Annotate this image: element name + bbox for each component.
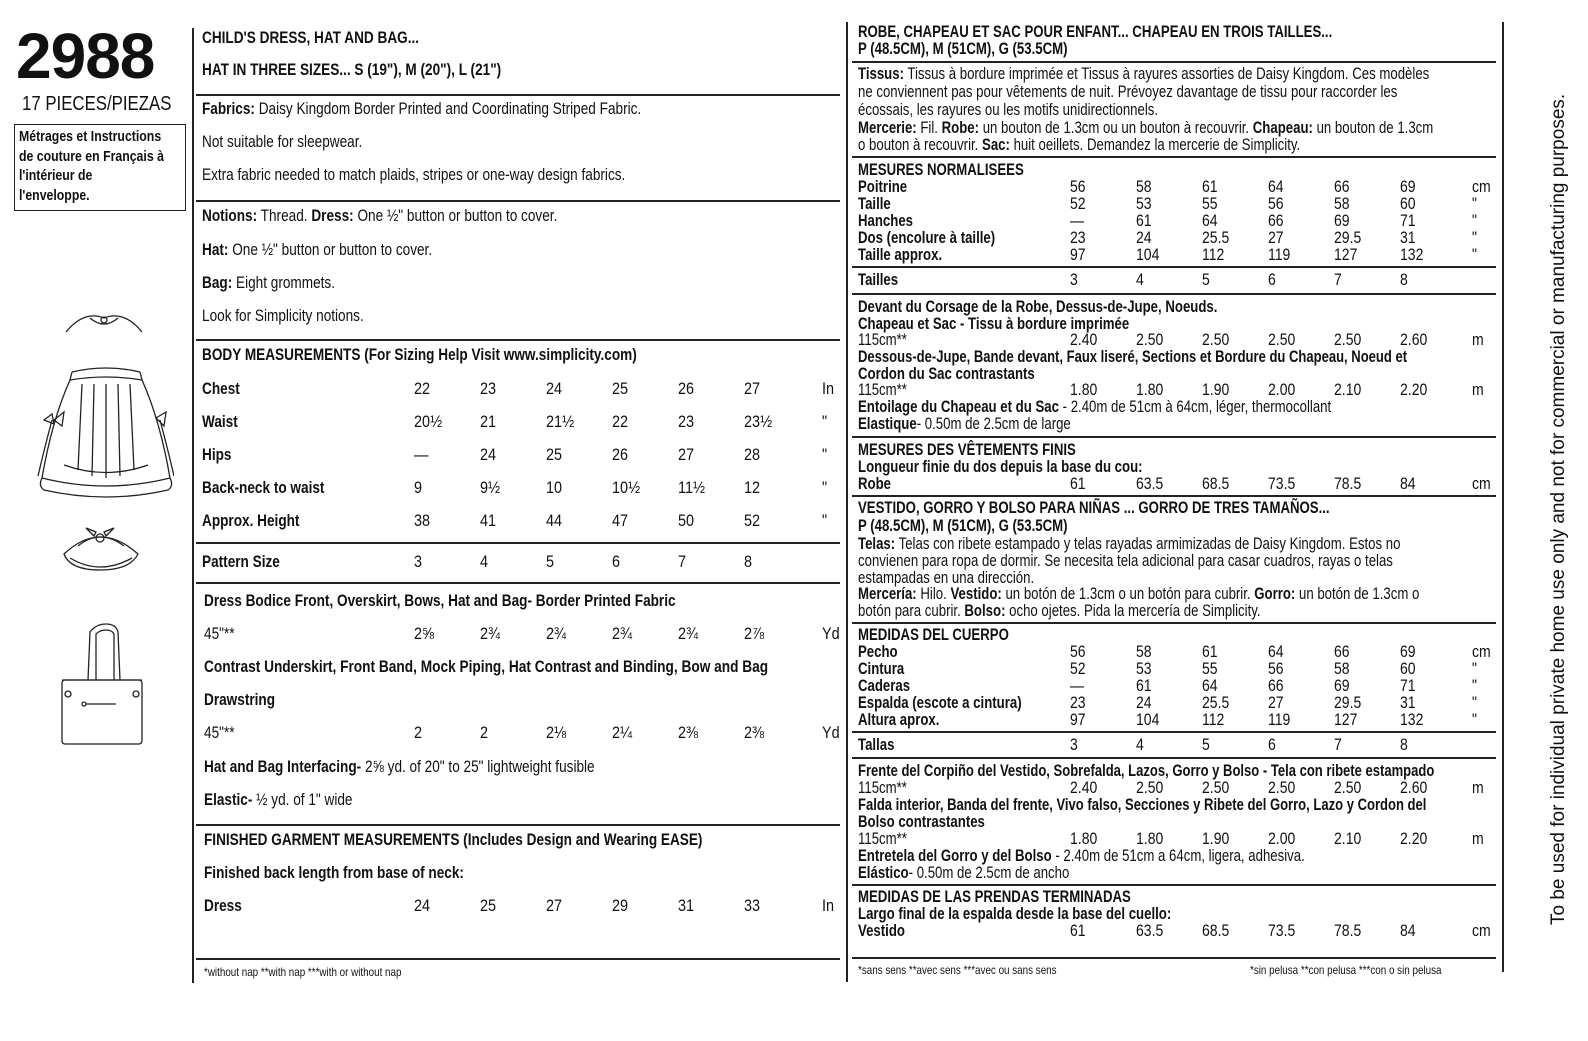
unit-label: Yd — [822, 624, 840, 643]
cell-value: 73.5 — [1268, 475, 1296, 493]
cell-value: 71 — [1400, 212, 1416, 230]
divider — [852, 293, 1496, 295]
cell-value: 4 — [1136, 271, 1144, 289]
cell-value: 66 — [1268, 677, 1284, 695]
cell-value: 28 — [744, 445, 761, 464]
cell-value: 68.5 — [1202, 922, 1230, 940]
cell-value: 52 — [1070, 660, 1086, 678]
cell-value: 4 — [1136, 736, 1144, 754]
es-medidas-heading: MEDIDAS DEL CUERPO — [858, 626, 1009, 644]
row-label: Pattern Size — [202, 552, 280, 571]
fr-tissus-line: écossais, les rayures ou les motifs unidirectionnels. — [858, 101, 1159, 119]
cell-value: 24 — [480, 445, 497, 464]
cell-value: 119 — [1268, 246, 1291, 264]
unit-label: " — [822, 412, 828, 431]
subtitle: HAT IN THREE SIZES... S (19"), M (20"), L (21") — [202, 60, 502, 79]
unit-label: " — [1472, 195, 1477, 213]
cell-value: 24 — [1136, 229, 1152, 247]
bag-notions: Bag: Eight grommets. — [202, 273, 336, 292]
cell-value: 53 — [1136, 195, 1152, 213]
cell-value: 24 — [414, 896, 431, 915]
cell-value: 2.50 — [1202, 779, 1230, 797]
divider — [852, 495, 1496, 497]
es-entretela-line: Entretela del Gorro y del Bolso - 2.40m de 51cm a 64cm, ligera, adhesiva. — [858, 847, 1305, 865]
cell-value: 55 — [1202, 660, 1218, 678]
cell-value: 58 — [1334, 660, 1350, 678]
unit-label: cm — [1472, 178, 1491, 196]
divider — [852, 884, 1496, 886]
title: CHILD'S DRESS, HAT AND BAG... — [202, 28, 420, 47]
row-label: Hips — [202, 445, 232, 464]
unit-label: " — [1472, 212, 1477, 230]
cell-value: 2¾ — [480, 624, 501, 643]
cell-value: 61 — [1136, 677, 1152, 695]
unit-label: m — [1472, 331, 1484, 349]
divider — [852, 436, 1496, 438]
cell-value: 2⅝ — [414, 624, 435, 643]
row-label: Dos (encolure à taille) — [858, 229, 996, 247]
cell-value: 2.10 — [1334, 830, 1362, 848]
cell-value: 61 — [1070, 475, 1086, 493]
cell-value: 84 — [1400, 922, 1416, 940]
cell-value: 44 — [546, 511, 563, 530]
divider — [1502, 22, 1504, 972]
cell-value: 55 — [1202, 195, 1218, 213]
hat-notions: Hat: One ½" button or button to cover. — [202, 240, 433, 259]
divider — [852, 731, 1496, 733]
fr-footnote: *sans sens **avec sens ***avec ou sans sens — [858, 963, 1057, 977]
cell-value: 61 — [1070, 922, 1086, 940]
cell-value: 25 — [546, 445, 563, 464]
cell-value: 10½ — [612, 478, 641, 497]
row-label: Hanches — [858, 212, 914, 230]
cell-value: 2.50 — [1136, 779, 1164, 797]
cell-value: 8 — [744, 552, 753, 571]
fr-devant-heading: Chapeau et Sac - Tissu à bordure imprimée — [858, 315, 1130, 333]
fr-devant-heading: Devant du Corsage de la Robe, Dessus-de-Jupe, Noeuds. — [858, 298, 1218, 316]
es-telas-line: Telas: Telas con ribete estampado y telas rayadas armimizadas de Daisy Kingdom. Estos no — [858, 535, 1401, 553]
cell-value: — — [414, 445, 429, 464]
cell-value: 2.50 — [1268, 331, 1296, 349]
cell-value: 26 — [678, 379, 695, 398]
cell-value: 23 — [480, 379, 497, 398]
row-label: Pecho — [858, 643, 898, 661]
cell-value: 27 — [1268, 694, 1284, 712]
cell-value: 3 — [1070, 736, 1078, 754]
unit-label: cm — [1472, 922, 1491, 940]
row-label: 45"** — [204, 723, 235, 742]
cell-value: 97 — [1070, 711, 1086, 729]
fr-elastique-line: Elastique- 0.50m de 2.5cm de large — [858, 415, 1071, 433]
cell-value: 12 — [744, 478, 761, 497]
cell-value: 2⅛ — [546, 723, 567, 742]
cell-value: 6 — [1268, 736, 1276, 754]
cell-value: 31 — [678, 896, 695, 915]
usage-disclaimer: To be used for individual private home use only and not for commercial or manufacturing purposes. — [1548, 93, 1569, 925]
cell-value: 22 — [612, 412, 629, 431]
row-label: 115cm** — [858, 830, 907, 848]
row-label: 115cm** — [858, 779, 907, 797]
cell-value: 38 — [414, 511, 431, 530]
cell-value: 2.60 — [1400, 779, 1428, 797]
fr-tissus-line: Tissus: Tissus à bordure imprimée et Tissus à rayures assorties de Daisy Kingdom. Ces modèles — [858, 65, 1430, 83]
cell-value: 61 — [1202, 643, 1218, 661]
cell-value: 64 — [1202, 677, 1218, 695]
cell-value: 2.20 — [1400, 381, 1428, 399]
unit-label: " — [822, 511, 828, 530]
row-label: Vestido — [858, 922, 905, 940]
finished-subheading: Finished back length from base of neck: — [204, 863, 464, 882]
divider — [852, 757, 1496, 759]
cell-value: 3 — [1070, 271, 1078, 289]
cell-value: 56 — [1268, 195, 1284, 213]
es-elastico-line: Elástico- 0.50m de 2.5cm de ancho — [858, 864, 1070, 882]
fr-finis-heading: MESURES DES VÊTEMENTS FINIS — [858, 441, 1076, 459]
cell-value: 56 — [1070, 643, 1086, 661]
unit-label: " — [1472, 246, 1477, 264]
unit-label: m — [1472, 381, 1484, 399]
fr-mercerie-line: Mercerie: Fil. Robe: un bouton de 1.3cm ou un bouton à recouvrir. Chapeau: un bouton de 1.3cm — [858, 119, 1434, 137]
es-subtitle: P (48.5CM), M (51CM), G (53.5CM) — [858, 517, 1068, 535]
cell-value: 23½ — [744, 412, 773, 431]
french-box-line: de couture en Français à — [19, 147, 164, 165]
cell-value: 66 — [1334, 643, 1350, 661]
row-label: Tallas — [858, 736, 895, 754]
cell-value: 3 — [414, 552, 423, 571]
cell-value: 9½ — [480, 478, 501, 497]
cell-value: 60 — [1400, 195, 1416, 213]
row-label: Waist — [202, 412, 238, 431]
cell-value: 66 — [1268, 212, 1284, 230]
es-falda-heading: Falda interior, Banda del frente, Vivo falso, Secciones y Ribete del Gorro, Lazo y Cordon del — [858, 796, 1427, 814]
unit-label: In — [822, 379, 835, 398]
es-merceria-line: botón para cubrir. Bolso: ocho ojetes. Pida la mercería de Simplicity. — [858, 602, 1261, 620]
cell-value: 2.40 — [1070, 779, 1098, 797]
cell-value: 27 — [744, 379, 761, 398]
cell-value: 104 — [1136, 246, 1160, 264]
unit-label: " — [1472, 694, 1477, 712]
cell-value: 52 — [744, 511, 761, 530]
cell-value: 2.50 — [1334, 779, 1362, 797]
cell-value: 112 — [1202, 246, 1225, 264]
fabrics-line: Fabrics: Daisy Kingdom Border Printed and Coordinating Striped Fabric. — [202, 99, 642, 118]
cell-value: 64 — [1268, 643, 1284, 661]
fabric1-heading: Dress Bodice Front, Overskirt, Bows, Hat and Bag- Border Printed Fabric — [204, 591, 676, 610]
cell-value: 25 — [480, 896, 497, 915]
cell-value: 2.40 — [1070, 331, 1098, 349]
row-label: 115cm** — [858, 331, 907, 349]
row-label: Back-neck to waist — [202, 478, 325, 497]
unit-label: m — [1472, 830, 1484, 848]
es-title: VESTIDO, GORRO Y BOLSO PARA NIÑAS ... GORRO DE TRES TAMAÑOS... — [858, 499, 1330, 517]
cell-value: 61 — [1202, 178, 1218, 196]
row-label: Caderas — [858, 677, 911, 695]
cell-value: 23 — [1070, 229, 1086, 247]
fabric2-heading: Contrast Underskirt, Front Band, Mock Piping, Hat Contrast and Binding, Bow and Bag — [204, 657, 769, 676]
cell-value: 2.60 — [1400, 331, 1428, 349]
es-frente-heading: Frente del Corpiño del Vestido, Sobrefalda, Lazos, Gorro y Bolso - Tela con ribete estampado — [858, 762, 1435, 780]
cell-value: 84 — [1400, 475, 1416, 493]
cell-value: 71 — [1400, 677, 1416, 695]
interfacing-line: Hat and Bag Interfacing- 2⅝ yd. of 20" to 25" lightweight fusible — [204, 757, 595, 776]
unit-label: " — [1472, 660, 1477, 678]
es-merceria-line: Mercería: Hilo. Vestido: un botón de 1.3cm o un botón para cubrir. Gorro: un botón de 1.3cm o — [858, 585, 1420, 603]
cell-value: 2⅜ — [678, 723, 699, 742]
row-label: Tailles — [858, 271, 899, 289]
cell-value: 2 — [480, 723, 489, 742]
cell-value: 58 — [1136, 643, 1152, 661]
row-label: 115cm** — [858, 381, 907, 399]
cell-value: 127 — [1334, 246, 1358, 264]
cell-value: 25.5 — [1202, 694, 1230, 712]
cell-value: 56 — [1070, 178, 1086, 196]
cell-value: 23 — [678, 412, 695, 431]
cell-value: 2.50 — [1202, 331, 1230, 349]
cell-value: 26 — [612, 445, 629, 464]
cell-value: 22 — [414, 379, 431, 398]
french-box-line: l'intérieur de — [19, 167, 93, 184]
pattern-number: 2988 — [16, 20, 155, 92]
cell-value: 7 — [1334, 736, 1342, 754]
cell-value: 2⅞ — [744, 624, 765, 643]
unit-label: " — [1472, 711, 1477, 729]
cell-value: 63.5 — [1136, 922, 1164, 940]
unit-label: " — [822, 478, 828, 497]
cell-value: 58 — [1136, 178, 1152, 196]
cell-value: 64 — [1268, 178, 1284, 196]
fr-entoilage-line: Entoilage du Chapeau et du Sac - 2.40m de 51cm à 64cm, léger, thermocollant — [858, 398, 1332, 416]
look-for-notions: Look for Simplicity notions. — [202, 306, 364, 325]
cell-value: 1.90 — [1202, 830, 1230, 848]
cell-value: 66 — [1334, 178, 1350, 196]
row-label: Taille — [858, 195, 891, 213]
cell-value: 50 — [678, 511, 695, 530]
cell-value: 2¾ — [612, 624, 633, 643]
cell-value: 27 — [678, 445, 695, 464]
fr-mesures-heading: MESURES NORMALISEES — [858, 161, 1024, 179]
cell-value: 2.20 — [1400, 830, 1428, 848]
row-label: Approx. Height — [202, 511, 300, 530]
cell-value: 29.5 — [1334, 229, 1362, 247]
cell-value: 8 — [1400, 271, 1408, 289]
cell-value: 5 — [1202, 271, 1210, 289]
cell-value: 24 — [1136, 694, 1152, 712]
cell-value: 1.80 — [1070, 381, 1098, 399]
cell-value: 25.5 — [1202, 229, 1230, 247]
row-label: Altura aprox. — [858, 711, 940, 729]
cell-value: 1.90 — [1202, 381, 1230, 399]
cell-value: 78.5 — [1334, 475, 1362, 493]
cell-value: 33 — [744, 896, 761, 915]
cell-value: 119 — [1268, 711, 1291, 729]
unit-label: Yd — [822, 723, 840, 742]
row-label: Cintura — [858, 660, 905, 678]
cell-value: 1.80 — [1136, 381, 1164, 399]
footnote: *without nap **with nap ***with or without nap — [204, 965, 402, 979]
row-label: Dress — [204, 896, 242, 915]
cell-value: 29 — [612, 896, 629, 915]
unit-label: " — [822, 445, 828, 464]
fr-mercerie-line: o bouton à recouvrir. Sac: huit oeillets. Demandez la mercerie de Simplicity. — [858, 136, 1301, 154]
french-box-line: l'enveloppe. — [19, 186, 90, 204]
cell-value: 2.00 — [1268, 381, 1296, 399]
cell-value: 127 — [1334, 711, 1358, 729]
cell-value: 73.5 — [1268, 922, 1296, 940]
unit-label: cm — [1472, 643, 1491, 661]
cell-value: 29.5 — [1334, 694, 1362, 712]
cell-value: 20½ — [414, 412, 443, 431]
row-label: Robe — [858, 475, 891, 493]
es-telas-line: estampadas en una dirección. — [858, 569, 1035, 587]
cell-value: 5 — [1202, 736, 1210, 754]
cell-value: 78.5 — [1334, 922, 1362, 940]
cell-value: 2.50 — [1136, 331, 1164, 349]
unit-label: cm — [1472, 475, 1491, 493]
fr-finis-subheading: Longueur finie du dos depuis la base du cou: — [858, 458, 1143, 476]
cell-value: 61 — [1136, 212, 1152, 230]
unit-label: " — [1472, 229, 1477, 247]
fr-subtitle: P (48.5CM), M (51CM), G (53.5CM) — [858, 40, 1068, 58]
row-label: Poitrine — [858, 178, 908, 196]
cell-value: 2.50 — [1268, 779, 1296, 797]
cell-value: 69 — [1334, 212, 1350, 230]
divider — [852, 622, 1496, 624]
fr-dessous-heading: Cordon du Sac contrastants — [858, 365, 1035, 383]
cell-value: 21 — [480, 412, 497, 431]
row-label: Chest — [202, 379, 240, 398]
row-label: 45"** — [204, 624, 235, 643]
fr-dessous-heading: Dessous-de-Jupe, Bande devant, Faux liseré, Sections et Bordure du Chapeau, Noeud et — [858, 348, 1408, 366]
cell-value: 2.50 — [1334, 331, 1362, 349]
unit-label: m — [1472, 779, 1484, 797]
divider — [852, 957, 1496, 959]
cell-value: 52 — [1070, 195, 1086, 213]
piece-count: 17 PIECES/PIEZAS — [22, 93, 172, 115]
cell-value: 21½ — [546, 412, 575, 431]
cell-value: 2 — [414, 723, 423, 742]
cell-value: 2⅜ — [744, 723, 765, 742]
cell-value: 7 — [678, 552, 687, 571]
fabric2-heading-cont: Drawstring — [204, 690, 276, 709]
cell-value: 31 — [1400, 229, 1416, 247]
cell-value: 41 — [480, 511, 497, 530]
cell-value: 69 — [1400, 178, 1416, 196]
notions-line: Notions: Thread. Dress: One ½" button or button to cover. — [202, 206, 558, 225]
extra-fabric-note: Extra fabric needed to match plaids, stripes or one-way design fabrics. — [202, 165, 626, 184]
cell-value: — — [1070, 212, 1085, 230]
cell-value: 5 — [546, 552, 555, 571]
body-measurements-heading: BODY MEASUREMENTS (For Sizing Help Visit www.simplicity.com) — [202, 345, 637, 364]
cell-value: 69 — [1400, 643, 1416, 661]
cell-value: 53 — [1136, 660, 1152, 678]
divider — [852, 156, 1496, 158]
cell-value: 2¾ — [678, 624, 699, 643]
es-terminadas-heading: MEDIDAS DE LAS PRENDAS TERMINADAS — [858, 888, 1131, 906]
divider — [852, 266, 1496, 268]
cell-value: 4 — [480, 552, 489, 571]
es-terminadas-subheading: Largo final de la espalda desde la base del cuello: — [858, 905, 1172, 923]
es-falda-heading: Bolso contrastantes — [858, 813, 985, 831]
es-footnote: *sin pelusa **con pelusa ***con o sin pelusa — [1250, 963, 1442, 977]
cell-value: 24 — [546, 379, 563, 398]
cell-value: 58 — [1334, 195, 1350, 213]
cell-value: 132 — [1400, 711, 1424, 729]
cell-value: 1.80 — [1136, 830, 1164, 848]
cell-value: 132 — [1400, 246, 1424, 264]
cell-value: 2.00 — [1268, 830, 1296, 848]
cell-value: 68.5 — [1202, 475, 1230, 493]
cell-value: 27 — [1268, 229, 1284, 247]
divider — [852, 61, 1496, 63]
unit-label: " — [1472, 677, 1477, 695]
es-telas-line: convienen para ropa de dormir. Se necesita tela adicional para casar cuadros, rayas o telas — [858, 552, 1393, 570]
finished-heading: FINISHED GARMENT MEASUREMENTS (Includes Design and Wearing EASE) — [204, 830, 703, 849]
elastic-line: Elastic- ½ yd. of 1" wide — [204, 790, 353, 809]
cell-value: 104 — [1136, 711, 1160, 729]
cell-value: 7 — [1334, 271, 1342, 289]
row-label: Taille approx. — [858, 246, 943, 264]
cell-value: 6 — [612, 552, 621, 571]
cell-value: 63.5 — [1136, 475, 1164, 493]
sleepwear-note: Not suitable for sleepwear. — [202, 132, 363, 151]
cell-value: 97 — [1070, 246, 1086, 264]
cell-value: 2.10 — [1334, 381, 1362, 399]
cell-value: 2¾ — [546, 624, 567, 643]
cell-value: 25 — [612, 379, 629, 398]
fr-title: ROBE, CHAPEAU ET SAC POUR ENFANT... CHAPEAU EN TROIS TAILLES... — [858, 23, 1333, 41]
cell-value: 1.80 — [1070, 830, 1098, 848]
cell-value: 11½ — [678, 478, 706, 497]
cell-value: 9 — [414, 478, 423, 497]
french-box-line: Métrages et Instructions — [19, 128, 162, 145]
cell-value: 10 — [546, 478, 563, 497]
fr-tissus-line: ne conviennent pas pour vêtements de nuit. Prévoyez davantage de tissu pour raccorder les — [858, 83, 1398, 101]
cell-value: 47 — [612, 511, 629, 530]
cell-value: 31 — [1400, 694, 1416, 712]
cell-value: 27 — [546, 896, 563, 915]
cell-value: 8 — [1400, 736, 1408, 754]
cell-value: 2¼ — [612, 723, 633, 742]
cell-value: 56 — [1268, 660, 1284, 678]
cell-value: 6 — [1268, 271, 1276, 289]
cell-value: 69 — [1334, 677, 1350, 695]
row-label: Espalda (escote a cintura) — [858, 694, 1022, 712]
cell-value: 23 — [1070, 694, 1086, 712]
unit-label: In — [822, 896, 835, 915]
cell-value: — — [1070, 677, 1085, 695]
cell-value: 60 — [1400, 660, 1416, 678]
cell-value: 64 — [1202, 212, 1218, 230]
cell-value: 112 — [1202, 711, 1225, 729]
